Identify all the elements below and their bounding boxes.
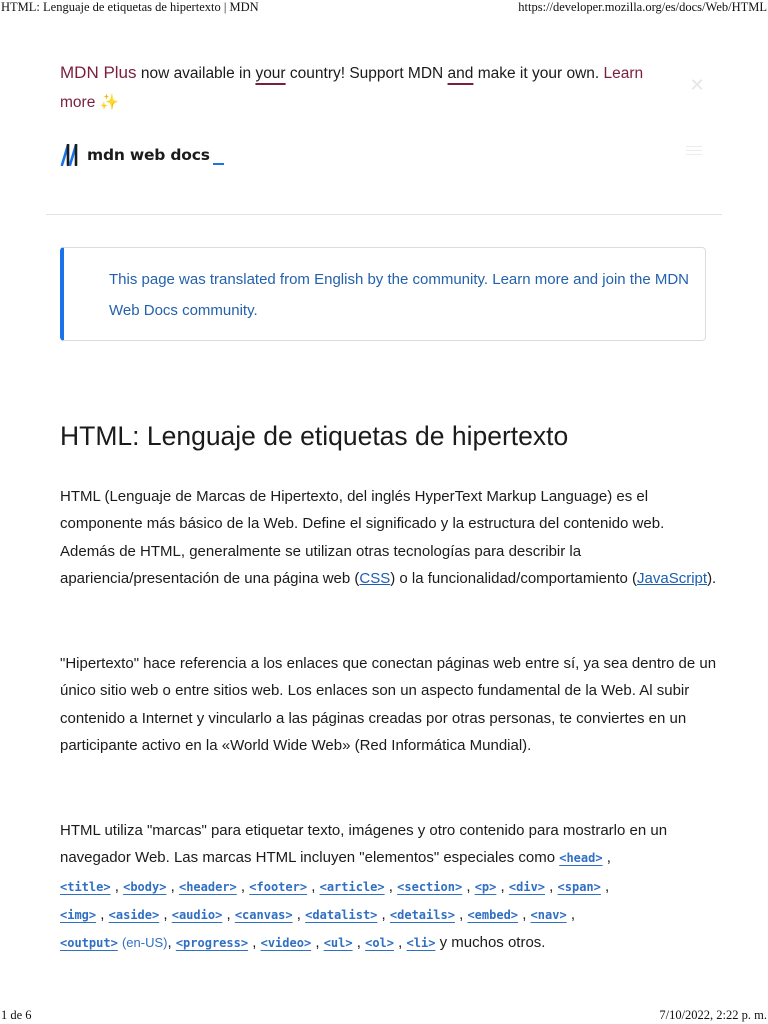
sparkles-icon: ✨	[99, 94, 119, 111]
tag-link-progress[interactable]: <progress>	[175, 936, 249, 951]
close-icon[interactable]: ✕	[689, 75, 705, 95]
tag-link-output[interactable]: <output>	[60, 936, 118, 951]
mdn-m-icon	[60, 144, 82, 166]
tag-link-body[interactable]: <body>	[123, 879, 167, 894]
tag-link-li[interactable]: <li>	[406, 936, 436, 951]
tag-list: <img> , <aside> , <audio> , <canvas> , <datalist> , <details> , <embed> , <nav> ,	[60, 905, 576, 923]
print-header	[0, 0, 768, 18]
tag-link-header[interactable]: <header>	[178, 879, 237, 894]
tag-link-div[interactable]: <div>	[508, 879, 546, 894]
tag-list: <progress> , <video> , <ul> , <ol> , <li>	[175, 934, 436, 952]
print-footer	[0, 1008, 768, 1024]
css-link[interactable]: CSS	[359, 569, 391, 587]
tag-link-ol[interactable]: <ol>	[365, 936, 395, 951]
print-date: 7/10/2022, 2:22 p. m.	[659, 1008, 767, 1022]
tag-list: <title> , <body> , <header> , <footer> , <article> , <section> , <p> , <div> , <span> ,	[60, 877, 610, 895]
paragraph-text: HTML utiliza "marcas" para etiquetar texto, imágenes y otro contenido para mostrarlo en un navegador Web. Las marcas HTML incluyen "elementos" especiales como	[60, 822, 668, 867]
javascript-link[interactable]: JavaScript	[637, 569, 708, 587]
tag-link-nav[interactable]: <nav>	[530, 907, 567, 922]
banner-text: make it your own.	[473, 65, 604, 82]
paragraph-text: ) o la funcionalidad/comportamiento (	[390, 569, 638, 587]
tag-link-embed[interactable]: <embed>	[467, 907, 519, 922]
en-us-label: (en-US)	[121, 935, 168, 951]
banner-text-your: your	[255, 65, 286, 82]
intro-paragraph	[60, 483, 720, 592]
paragraph-text: y muchos otros.	[435, 934, 546, 952]
tag-link-canvas[interactable]: <canvas>	[234, 907, 293, 922]
mdn-logo[interactable]	[60, 142, 224, 168]
header-divider	[46, 214, 722, 215]
banner-text: now available in	[136, 65, 256, 82]
tag-link-audio[interactable]: <audio>	[171, 907, 223, 922]
tag-link-datalist[interactable]: <datalist>	[305, 907, 378, 922]
tag-link-details[interactable]: <details>	[389, 907, 455, 922]
logo-wordmark: mdn web docs	[87, 146, 210, 164]
banner-text: country! Support MDN	[285, 65, 448, 82]
print-page-title: HTML: Lenguaje de etiquetas de hipertexto | MDN	[1, 0, 259, 14]
logo-cursor	[213, 163, 224, 165]
mdn-plus-banner	[60, 58, 680, 117]
mdn-plus-link[interactable]: MDN Plus	[60, 63, 137, 82]
tag-link-ul[interactable]: <ul>	[323, 936, 353, 951]
tag-link-footer[interactable]: <footer>	[249, 879, 308, 894]
translation-notice	[60, 247, 706, 341]
elements-paragraph: HTML utiliza "marcas" para etiquetar texto, imágenes y otro contenido para mostrarlo en un navegador Web. Las marcas HTML incluyen "elementos" especiales como <head> , <title> , <body> , <header> , <footer> , <article> , <section> , <p> , <div> , <span> , <img> , <aside> , <audio> , <canvas> , <datalist> , <details> , <embed> , <nav> , <output> (en-US), <progress> , <video> , <ul> , <ol> , <li> y muchos otros.	[60, 822, 668, 952]
tag-link-aside[interactable]: <aside>	[108, 907, 160, 922]
hypertext-paragraph: "Hipertexto" hace referencia a los enlaces que conectan páginas web entre sí, ya sea dentro de un único sitio web o entre sitios web. Los enlaces son un aspecto fundamental de la Web. Al subir contenido a Internet y vincularlo a las páginas creadas por otras personas, te conviertes en un participante activo en la «World Wide Web» (Red Informática Mundial).	[60, 655, 717, 754]
tag-list: <head> ,	[559, 849, 611, 867]
banner-text-and: and	[447, 65, 474, 82]
tag-link-article[interactable]: <article>	[319, 879, 385, 894]
tag-link-img[interactable]: <img>	[60, 907, 97, 922]
tag-link-head[interactable]: <head>	[559, 851, 603, 866]
tag-link-section[interactable]: <section>	[397, 879, 463, 894]
page-title: HTML: Lenguaje de etiquetas de hipertexto	[60, 421, 569, 451]
tag-link-title[interactable]: <title>	[60, 879, 111, 894]
tag-link-video[interactable]: <video>	[260, 936, 312, 951]
paragraph-text: ).	[707, 569, 717, 587]
translation-notice-text[interactable]: This page was translated from English by the community. Learn more and join the MDN Web Docs community.	[109, 271, 689, 319]
learn-more-link[interactable]: Learn more	[60, 65, 644, 111]
print-page-indicator: 1 de 6	[1, 1008, 32, 1022]
print-page-url: https://developer.mozilla.org/es/docs/Web/HTML	[518, 0, 767, 14]
hamburger-menu-icon[interactable]	[686, 146, 702, 156]
tag-link-p[interactable]: <p>	[474, 879, 497, 894]
tag-link-span[interactable]: <span>	[557, 879, 601, 894]
paragraph-text: HTML (Lenguaje de Marcas de Hipertexto, del inglés HyperText Markup Language) es el componente más básico de la Web. Define el significado y la estructura del contenido web. Además de HTML, generalmente se utilizan otras tecnologías para describir la apariencia/presentación de una página web (	[60, 488, 665, 587]
